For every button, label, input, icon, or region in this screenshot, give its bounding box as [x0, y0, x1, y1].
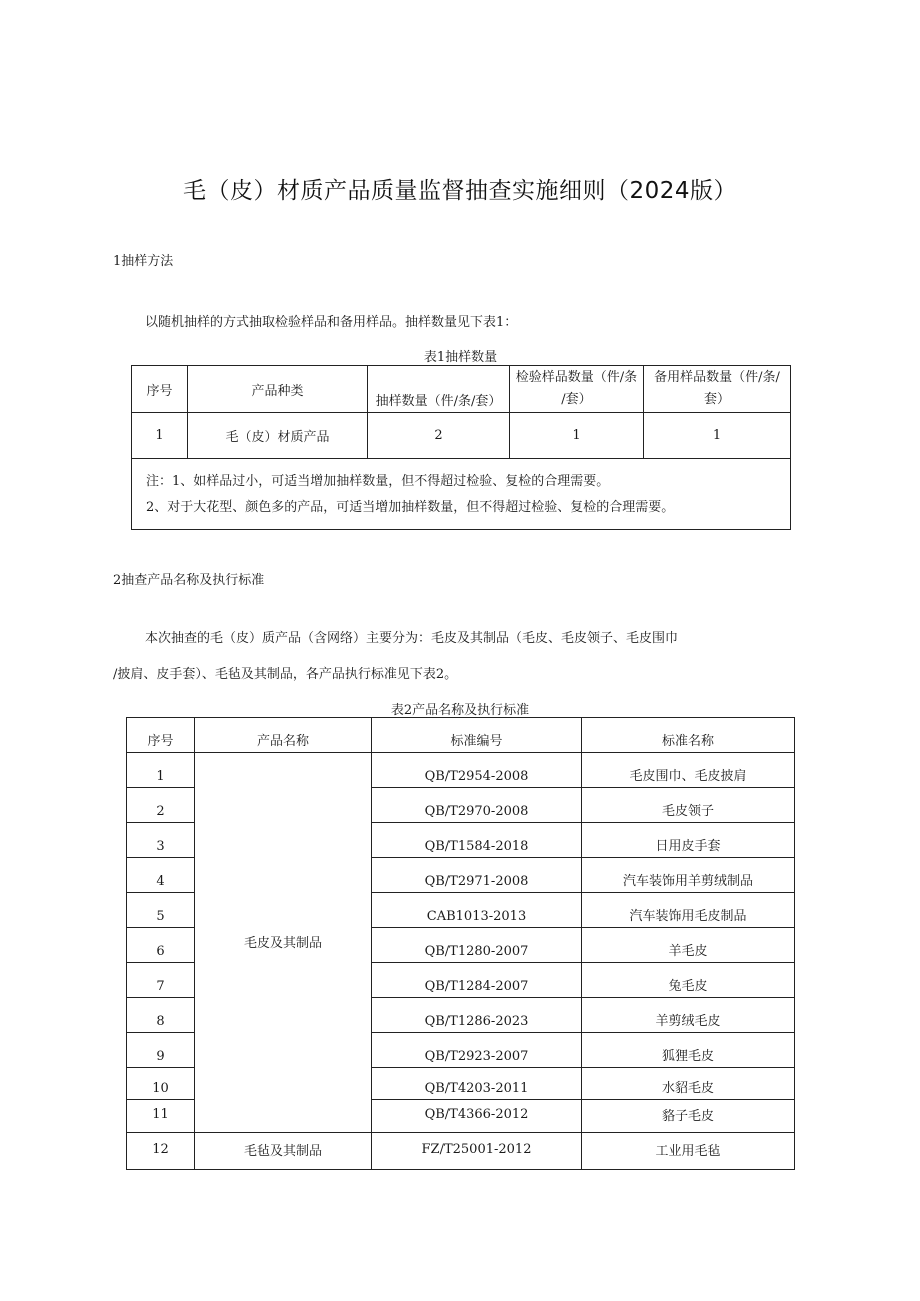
row-standard-code: QB/T1280-2007 — [372, 928, 582, 963]
product-group-fur: 毛皮及其制品 — [195, 753, 372, 1133]
header-test-qty-line2: /套） — [561, 392, 592, 407]
product-standards-table — [126, 717, 795, 1170]
section2-paragraph-line2: /披肩、皮手套）、毛毡及其制品，各产品执行标准见下表2。 — [113, 667, 458, 682]
row-test-qty: 1 — [510, 413, 644, 459]
header-category: 产品种类 — [188, 366, 368, 413]
row-sample-qty: 2 — [368, 413, 510, 459]
row-category: 毛（皮）材质产品 — [188, 413, 368, 459]
section2-heading: 2抽查产品名称及执行标准 — [113, 573, 265, 588]
header-product-name: 产品名称 — [195, 718, 372, 753]
row-standard-name: 毛皮领子 — [582, 788, 795, 823]
row-seq: 11 — [127, 1100, 195, 1133]
row-seq: 12 — [127, 1133, 195, 1170]
table-row — [127, 1133, 795, 1170]
table1-data-row — [132, 413, 791, 459]
row-seq: 3 — [127, 823, 195, 858]
header-backup-qty-line1: 备用样品数量（件/条/ — [654, 370, 780, 385]
table1-caption: 表1抽样数量 — [423, 350, 498, 365]
row-standard-name: 汽车装饰用羊剪绒制品 — [582, 858, 795, 893]
row-seq: 1 — [132, 413, 188, 459]
row-standard-name: 羊剪绒毛皮 — [582, 998, 795, 1033]
row-seq: 7 — [127, 963, 195, 998]
note-1: 注：1、如样品过小，可适当增加抽样数量，但不得超过检验、复检的合理需要。 — [146, 474, 610, 489]
row-standard-code: QB/T1584-2018 — [372, 823, 582, 858]
row-standard-code: QB/T4203-2011 — [372, 1068, 582, 1100]
row-seq: 9 — [127, 1033, 195, 1068]
row-standard-code: QB/T2954-2008 — [372, 753, 582, 788]
header-standard-code: 标准编号 — [372, 718, 582, 753]
sampling-quantity-table — [131, 365, 791, 530]
header-sample-qty: 抽样数量（件/条/套） — [368, 366, 510, 413]
table1-notes — [132, 459, 791, 530]
row-standard-code: QB/T4366-2012 — [372, 1100, 582, 1133]
table2-header-row — [127, 718, 795, 753]
row-standard-name: 狐狸毛皮 — [582, 1033, 795, 1068]
row-standard-code: FZ/T25001-2012 — [372, 1133, 582, 1170]
table1-note-row — [132, 459, 791, 530]
row-standard-name: 毛皮围巾、毛皮披肩 — [582, 753, 795, 788]
row-standard-name: 兔毛皮 — [582, 963, 795, 998]
row-seq: 2 — [127, 788, 195, 823]
header-seq: 序号 — [132, 366, 188, 413]
row-standard-code: QB/T1286-2023 — [372, 998, 582, 1033]
header-seq: 序号 — [127, 718, 195, 753]
row-standard-name: 貉子毛皮 — [582, 1100, 795, 1133]
row-seq: 5 — [127, 893, 195, 928]
section2-paragraph-line1: 本次抽查的毛（皮）质产品（含网络）主要分为：毛皮及其制品（毛皮、毛皮领子、毛皮围巾 — [145, 631, 679, 646]
row-standard-code: QB/T1284-2007 — [372, 963, 582, 998]
row-standard-code: QB/T2923-2007 — [372, 1033, 582, 1068]
row-standard-code: QB/T2970-2008 — [372, 788, 582, 823]
section1-paragraph: 以随机抽样的方式抽取检验样品和备用样品。抽样数量见下表1： — [145, 315, 518, 330]
table-row — [127, 753, 795, 788]
row-standard-name: 汽车装饰用毛皮制品 — [582, 893, 795, 928]
header-test-qty-line1: 检验样品数量（件/条 — [515, 370, 638, 385]
table2-caption: 表2产品名称及执行标准 — [390, 703, 530, 718]
row-standard-name: 水貂毛皮 — [582, 1068, 795, 1100]
product-group-felt: 毛毡及其制品 — [195, 1133, 372, 1170]
row-seq: 10 — [127, 1068, 195, 1100]
document-title: 毛（皮）材质产品质量监督抽查实施细则（2024版） — [182, 178, 738, 204]
row-seq: 1 — [127, 753, 195, 788]
row-seq: 8 — [127, 998, 195, 1033]
note-2: 2、对于大花型、颜色多的产品，可适当增加抽样数量，但不得超过检验、复检的合理需要。 — [146, 500, 675, 515]
header-test-qty — [510, 366, 644, 413]
row-standard-code: QB/T2971-2008 — [372, 858, 582, 893]
row-backup-qty: 1 — [644, 413, 791, 459]
row-standard-name: 工业用毛毡 — [582, 1133, 795, 1170]
table1-header-row — [132, 366, 791, 413]
row-standard-name: 日用皮手套 — [582, 823, 795, 858]
section1-heading: 1抽样方法 — [113, 254, 174, 269]
header-backup-qty — [644, 366, 791, 413]
row-seq: 4 — [127, 858, 195, 893]
row-standard-code: CAB1013-2013 — [372, 893, 582, 928]
header-backup-qty-line2: 套） — [703, 392, 730, 407]
header-standard-name: 标准名称 — [582, 718, 795, 753]
row-seq: 6 — [127, 928, 195, 963]
row-standard-name: 羊毛皮 — [582, 928, 795, 963]
